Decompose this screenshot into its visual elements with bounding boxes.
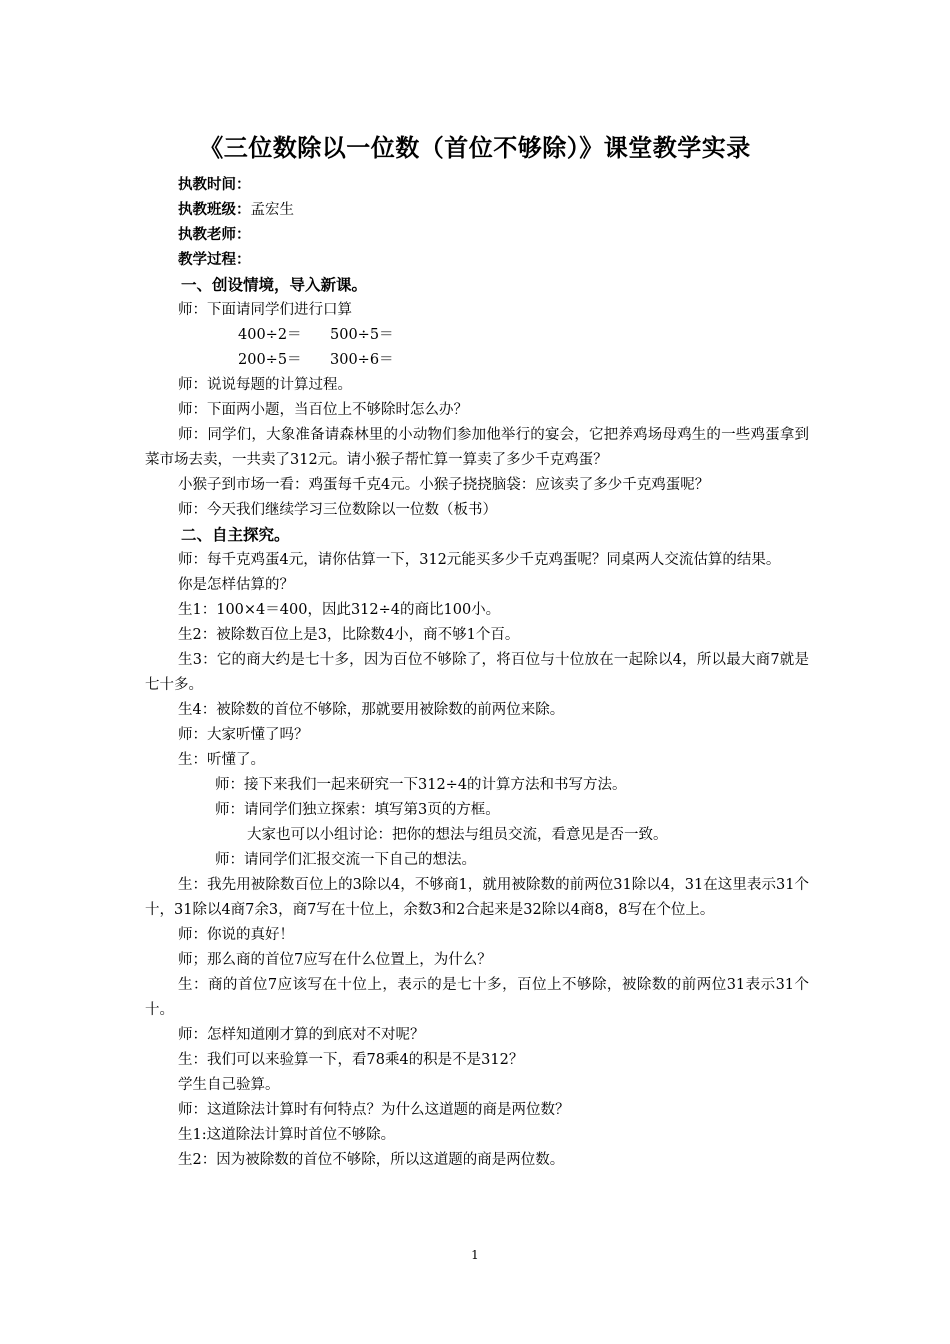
paragraph: 学生自己验算。: [178, 1077, 280, 1093]
paragraph: 生3：它的商大约是七十多，因为百位不够除了，将百位与十位放在一起除以4，所以最大商7就是七十多。: [145, 652, 809, 693]
section-heading-1: 一、创设情境，导入新课。: [181, 276, 368, 294]
document-title: 《三位数除以一位数（首位不够除）》课堂教学实录: [199, 134, 751, 162]
paragraph: 生：商的首位7应该写在十位上，表示的是七十多，百位上不够除，被除数的前两位31表示31个十。: [145, 977, 809, 1018]
paragraph: 师：怎样知道刚才算的到底对不对呢？: [178, 1027, 425, 1043]
page-number: 1: [471, 1248, 479, 1262]
paragraph: 生4：被除数的首位不够除，那就要用被除数的前两位来除。: [178, 702, 565, 718]
section-heading-2: 二、自主探究。: [181, 526, 290, 544]
paragraph: 你是怎样估算的？: [178, 577, 294, 593]
paragraph: 生：我们可以来验算一下，看78乘4的积是不是312？: [178, 1052, 524, 1068]
calc-row: 200÷5＝ 300÷6＝: [238, 352, 394, 368]
document-body: [145, 173, 809, 1173]
paragraph: 师：接下来我们一起来研究一下312÷4的计算方法和书写方法。: [215, 777, 627, 793]
paragraph: 师：同学们，大象准备请森林里的小动物们参加他举行的宴会，它把养鸡场母鸡生的一些鸡蛋拿到菜市场去卖，一共卖了312元。请小猴子帮忙算一算卖了多少千克鸡蛋？: [145, 427, 809, 468]
paragraph: 师：每千克鸡蛋4元，请你估算一下，312元能买多少千克鸡蛋呢？同桌两人交流估算的结果。: [178, 552, 781, 568]
paragraph: 生2：因为被除数的首位不够除，所以这道题的商是两位数。: [178, 1152, 565, 1168]
paragraph: 生1：100×4＝400，因此312÷4的商比100小。: [178, 602, 501, 618]
paragraph: 生：我先用被除数百位上的3除以4，不够商1，就用被除数的前两位31除以4，31在这里表示31个十，31除以4商7余3，商7写在十位上，余数3和2合起来是32除以4商8，8写在个位上。: [145, 877, 809, 918]
paragraph: 师：说说每题的计算过程。: [178, 377, 352, 393]
paragraph: 师：你说的真好！: [178, 927, 294, 943]
paragraph: 小猴子到市场一看：鸡蛋每千克4元。小猴子挠挠脑袋：应该卖了多少千克鸡蛋呢？: [178, 477, 710, 493]
paragraph: 生2：被除数百位上是3，比除数4小，商不够1个百。: [178, 627, 520, 643]
paragraph: 师：请同学们独立探索：填写第3页的方框。: [215, 802, 500, 818]
paragraph: 生1:这道除法计算时首位不够除。: [178, 1127, 396, 1143]
paragraph: 生：听懂了。: [178, 752, 265, 768]
calc-row: 400÷2＝ 500÷5＝: [238, 327, 394, 343]
paragraph: 师：这道除法计算时有何特点？为什么这道题的商是两位数？: [178, 1102, 570, 1118]
paragraph: 师：下面请同学们进行口算: [178, 302, 352, 318]
paragraph: 师；那么商的首位7应写在什么位置上，为什么？: [178, 952, 492, 968]
paragraph: 师：请同学们汇报交流一下自己的想法。: [215, 852, 476, 868]
meta-teaching-class: 执教班级：孟宏生: [178, 202, 294, 218]
meta-teacher: 执教老师：: [178, 227, 251, 243]
paragraph: 师：大家听懂了吗？: [178, 727, 309, 743]
paragraph: 师：今天我们继续学习三位数除以一位数（板书）: [178, 502, 497, 518]
meta-process: 教学过程：: [178, 252, 251, 268]
paragraph: 大家也可以小组讨论：把你的想法与组员交流，看意见是否一致。: [247, 827, 668, 843]
paragraph: 师：下面两小题，当百位上不够除时怎么办？: [178, 402, 468, 418]
meta-teaching-time: 执教时间：: [178, 177, 251, 193]
